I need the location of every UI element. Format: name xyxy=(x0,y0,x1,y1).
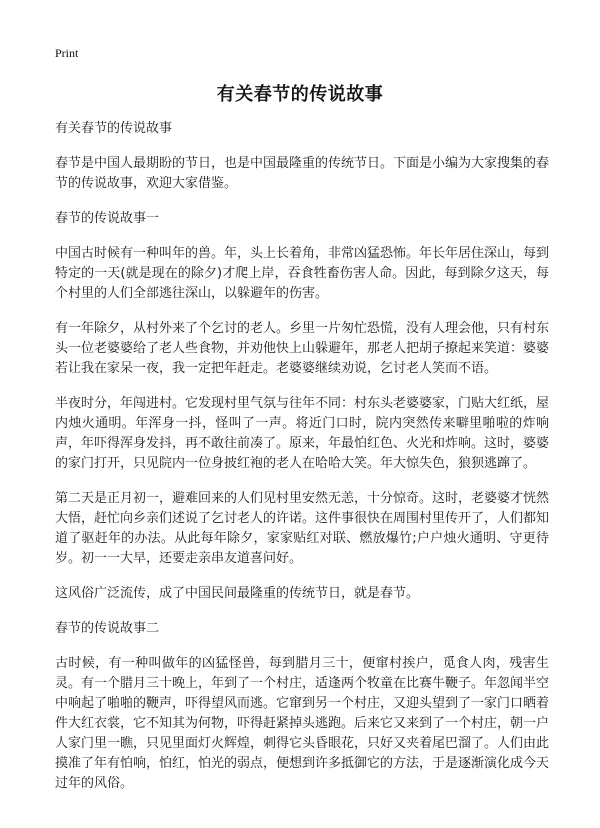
story1-paragraph: 这风俗广泛流传，成了中国民间最隆重的传统节日，就是春节。 xyxy=(55,586,420,601)
story2-heading: 春节的传说故事二 xyxy=(55,621,160,636)
story2-paragraph: 古时候，有一种叫做年的凶猛怪兽，每到腊月三十，便窜村挨户，觅食人肉，残害生灵。有一个腊月三十晚上，年到了一个村庄，适逢两个牧童在比赛牛鞭子。年忽闻半空中响起了啪啪的鞭声，吓得望风而逃。它窜到另一个村庄，又迎头望到了一家门口晒着件大红衣裳，它不知其为何物，吓得赶紧掉头逃跑。后来它又来到了一个村庄，朝一户人家门里一瞧，只见里面灯火辉煌，刺得它头昏眼花，只好又夹着尾巴溜了。人们由此摸准了年有怕响，怕红，怕光的弱点，便想到许多抵御它的方法，于是逐渐演化成今天过年的风俗。 xyxy=(55,656,550,791)
page-title: 有关春节的传说故事 xyxy=(216,84,384,105)
story1-paragraph: 第二天是正月初一，避难回来的人们见村里安然无恙，十分惊奇。这时，老婆婆才恍然大悟，赶忙向乡亲们述说了乞讨老人的许诺。这件事很快在周围村里传开了，人们都知道了驱赶年的办法。从此每年除夕，家家贴红对联、燃放爆竹;户户烛火通明、守更待岁。初一一大早，还要走亲串友道喜问好。 xyxy=(55,491,550,566)
print-link[interactable]: Print xyxy=(55,46,79,60)
story1-heading: 春节的传说故事一 xyxy=(55,211,160,226)
article-body xyxy=(55,119,549,809)
story1-paragraph: 半夜时分，年闯进村。它发现村里气氛与往年不同：村东头老婆婆家，门贴大红纸，屋内烛火通明。年浑身一抖，怪叫了一声。将近门口时，院内突然传来噼里啪啦的炸响声，年吓得浑身发抖，再不敢往前凑了。原来，年最怕红色、火光和炸响。这时，婆婆的家门打开，只见院内一位身披红袍的老人在哈哈大笑。年大惊失色，狼狈逃蹿了。 xyxy=(55,396,550,471)
article-heading: 有关春节的传说故事 xyxy=(55,121,173,136)
intro-paragraph: 春节是中国人最期盼的节日，也是中国最隆重的传统节日。下面是小编为大家搜集的春节的传说故事，欢迎大家借鉴。 xyxy=(55,156,550,191)
story1-paragraph: 有一年除夕，从村外来了个乞讨的老人。乡里一片匆忙恐慌，没有人理会他，只有村东头一位老婆婆给了老人些食物，并劝他快上山躲避年，那老人把胡子撩起来笑道：婆婆若让我在家呆一夜，我一定把年赶走。老婆婆继续劝说，乞讨老人笑而不语。 xyxy=(55,321,550,376)
story1-paragraph: 中国古时候有一种叫年的兽。年，头上长着角，非常凶猛恐怖。年长年居住深山，每到特定的一天(就是现在的除夕)才爬上岸，吞食牲畜伤害人命。因此，每到除夕这天，每个村里的人们全部逃往深山，以躲避年的伤害。 xyxy=(55,246,550,301)
